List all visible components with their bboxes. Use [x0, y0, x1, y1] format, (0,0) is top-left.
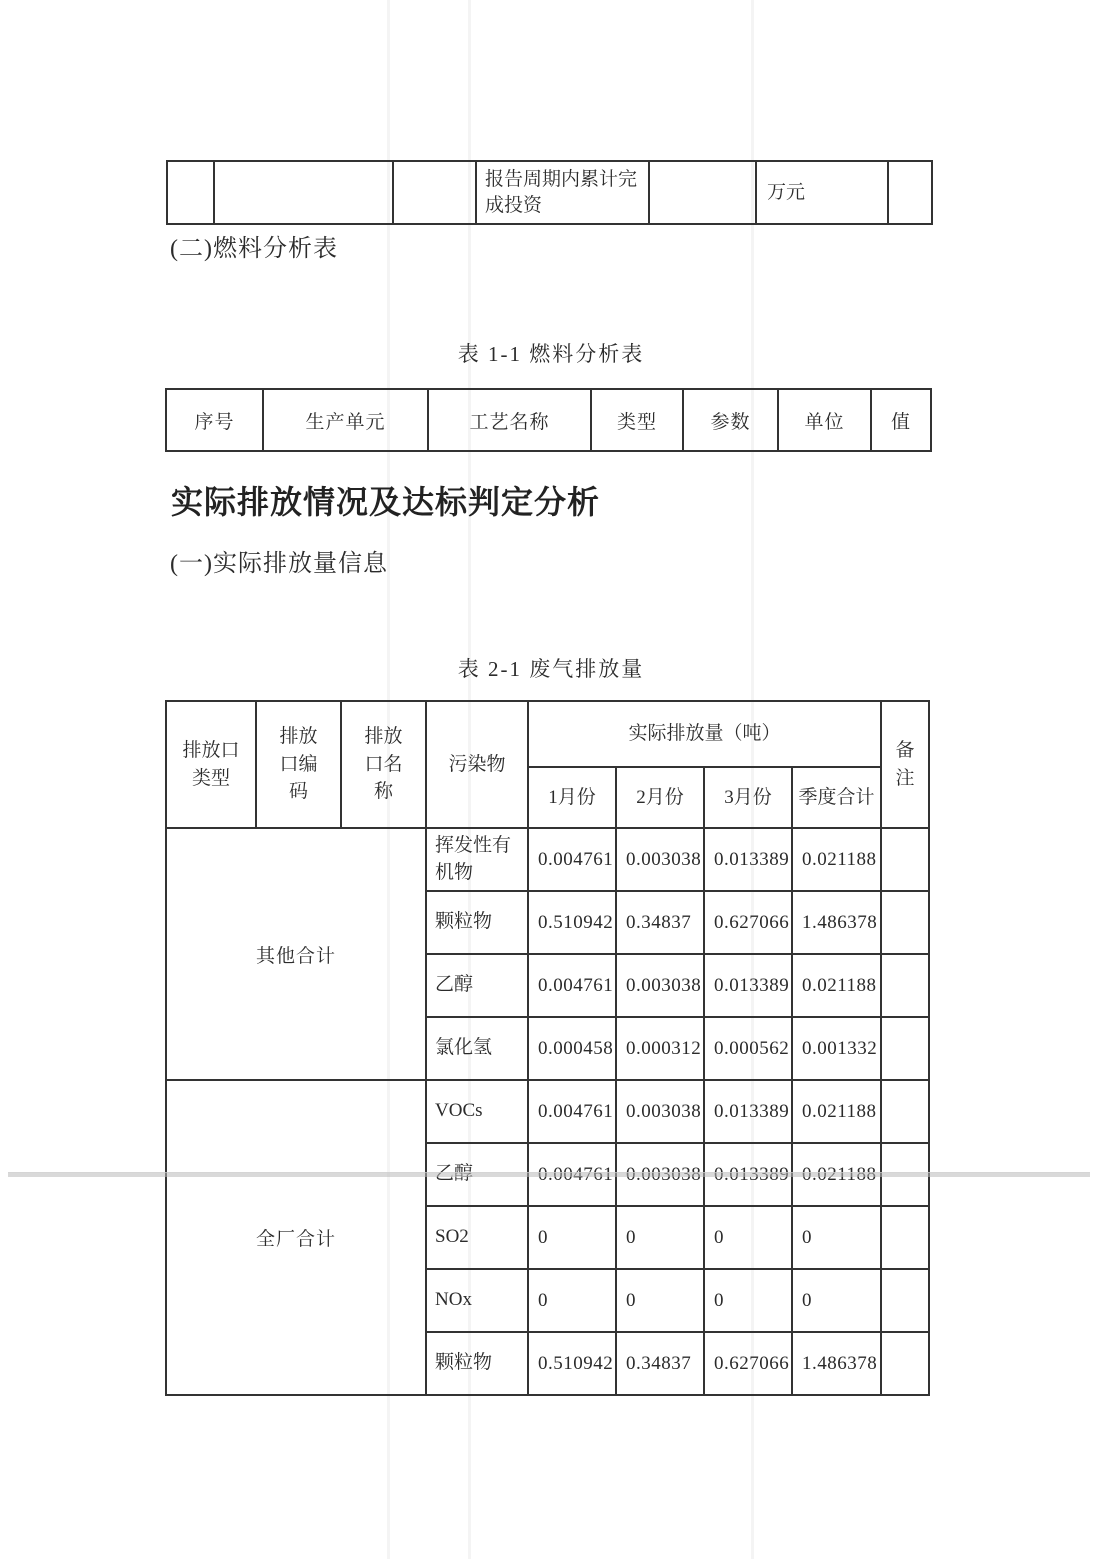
header-cell-unit: 生产单元: [263, 389, 428, 451]
value-cell: 0.021188: [792, 954, 881, 1017]
value-cell: 0.004761: [528, 1080, 616, 1143]
header-outlet-type: 排放口类型: [166, 701, 256, 828]
value-cell: 1.486378: [792, 1332, 881, 1395]
value-cell: 0.003038: [616, 1080, 704, 1143]
value-cell: 0.627066: [704, 1332, 792, 1395]
value-cell: 1.486378: [792, 891, 881, 954]
group-label-cell: 其他合计: [166, 828, 426, 1080]
header-outlet-code: 排放口编码: [256, 701, 341, 828]
value-cell: 0.013389: [704, 1080, 792, 1143]
empty-cell: [167, 161, 214, 224]
value-cell: 0.510942: [528, 1332, 616, 1395]
header-remark: 备注: [881, 701, 929, 828]
value-cell: 0.627066: [704, 891, 792, 954]
scan-artifact-line: [8, 1172, 1090, 1177]
table-row: [167, 161, 932, 224]
main-heading: 实际排放情况及达标判定分析: [171, 484, 601, 520]
table21-caption: 表 2-1 废气排放量: [457, 657, 645, 681]
header-month-1: 1月份: [528, 767, 616, 828]
value-cell: 0.34837: [616, 1332, 704, 1395]
value-cell: 0.021188: [792, 828, 881, 891]
header-cell-value: 值: [871, 389, 931, 451]
value-cell: 0: [704, 1206, 792, 1269]
pollutant-cell: 乙醇: [426, 954, 528, 1017]
table11-caption: 表 1-1 燃料分析表: [457, 342, 645, 366]
value-cell: 0.004761: [528, 828, 616, 891]
remark-cell: [881, 954, 929, 1017]
remark-cell: [881, 1269, 929, 1332]
pollutant-cell: VOCs: [426, 1080, 528, 1143]
value-cell: 0.001332: [792, 1017, 881, 1080]
value-cell: 0.013389: [704, 954, 792, 1017]
value-cell: 0: [704, 1269, 792, 1332]
table-header-row: [166, 701, 929, 767]
value-cell: 0.000312: [616, 1017, 704, 1080]
remark-cell: [881, 1206, 929, 1269]
header-month-2: 2月份: [616, 767, 704, 828]
value-cell: 0.003038: [616, 828, 704, 891]
value-cell: 0.021188: [792, 1080, 881, 1143]
value-cell: 0: [528, 1206, 616, 1269]
remark-cell: [881, 1332, 929, 1395]
header-cell-param: 参数: [683, 389, 778, 451]
value-cell: 0.003038: [616, 954, 704, 1017]
value-cell: 0.34837: [616, 891, 704, 954]
value-cell: 0: [792, 1269, 881, 1332]
header-actual-emission: 实际排放量（吨）: [528, 701, 881, 767]
remark-cell: [881, 1080, 929, 1143]
table-row: [166, 1080, 929, 1143]
value-cell: 0: [616, 1206, 704, 1269]
value-cell: 0: [616, 1269, 704, 1332]
value-cell: 0.013389: [704, 828, 792, 891]
pollutant-cell: SO2: [426, 1206, 528, 1269]
value-cell: 0.510942: [528, 891, 616, 954]
emission-section-label: (一)实际排放量信息: [170, 551, 388, 577]
header-cell-measure: 单位: [778, 389, 871, 451]
investment-table: [166, 160, 933, 225]
table-row: [166, 828, 929, 891]
header-outlet-name: 排放口名称: [341, 701, 426, 828]
header-cell-process: 工艺名称: [428, 389, 591, 451]
header-pollutant: 污染物: [426, 701, 528, 828]
value-cell: 0.000458: [528, 1017, 616, 1080]
group-label-cell: 全厂合计: [166, 1080, 426, 1395]
table-header-row: [166, 389, 931, 451]
remark-cell: [881, 891, 929, 954]
remark-cell: [881, 1017, 929, 1080]
pollutant-cell: 颗粒物: [426, 1332, 528, 1395]
fuel-analysis-table: [165, 388, 932, 452]
unit-cell: 万元: [756, 161, 888, 224]
value-cell: 0.000562: [704, 1017, 792, 1080]
empty-cell: [649, 161, 756, 224]
emission-table: [165, 700, 930, 1396]
investment-label-cell: 报告周期内累计完成投资: [476, 161, 649, 224]
fuel-section-label: (二)燃料分析表: [170, 236, 338, 262]
empty-cell: [393, 161, 476, 224]
value-cell: 0.004761: [528, 954, 616, 1017]
pollutant-cell: 挥发性有机物: [426, 828, 528, 891]
header-cell-type: 类型: [591, 389, 683, 451]
remark-cell: [881, 828, 929, 891]
header-cell-seq: 序号: [166, 389, 263, 451]
value-cell: 0: [528, 1269, 616, 1332]
value-cell: 0: [792, 1206, 881, 1269]
pollutant-cell: 颗粒物: [426, 891, 528, 954]
header-quarter-total: 季度合计: [792, 767, 881, 828]
pollutant-cell: NOx: [426, 1269, 528, 1332]
empty-cell: [888, 161, 932, 224]
pollutant-cell: 氯化氢: [426, 1017, 528, 1080]
header-month-3: 3月份: [704, 767, 792, 828]
empty-cell: [214, 161, 393, 224]
